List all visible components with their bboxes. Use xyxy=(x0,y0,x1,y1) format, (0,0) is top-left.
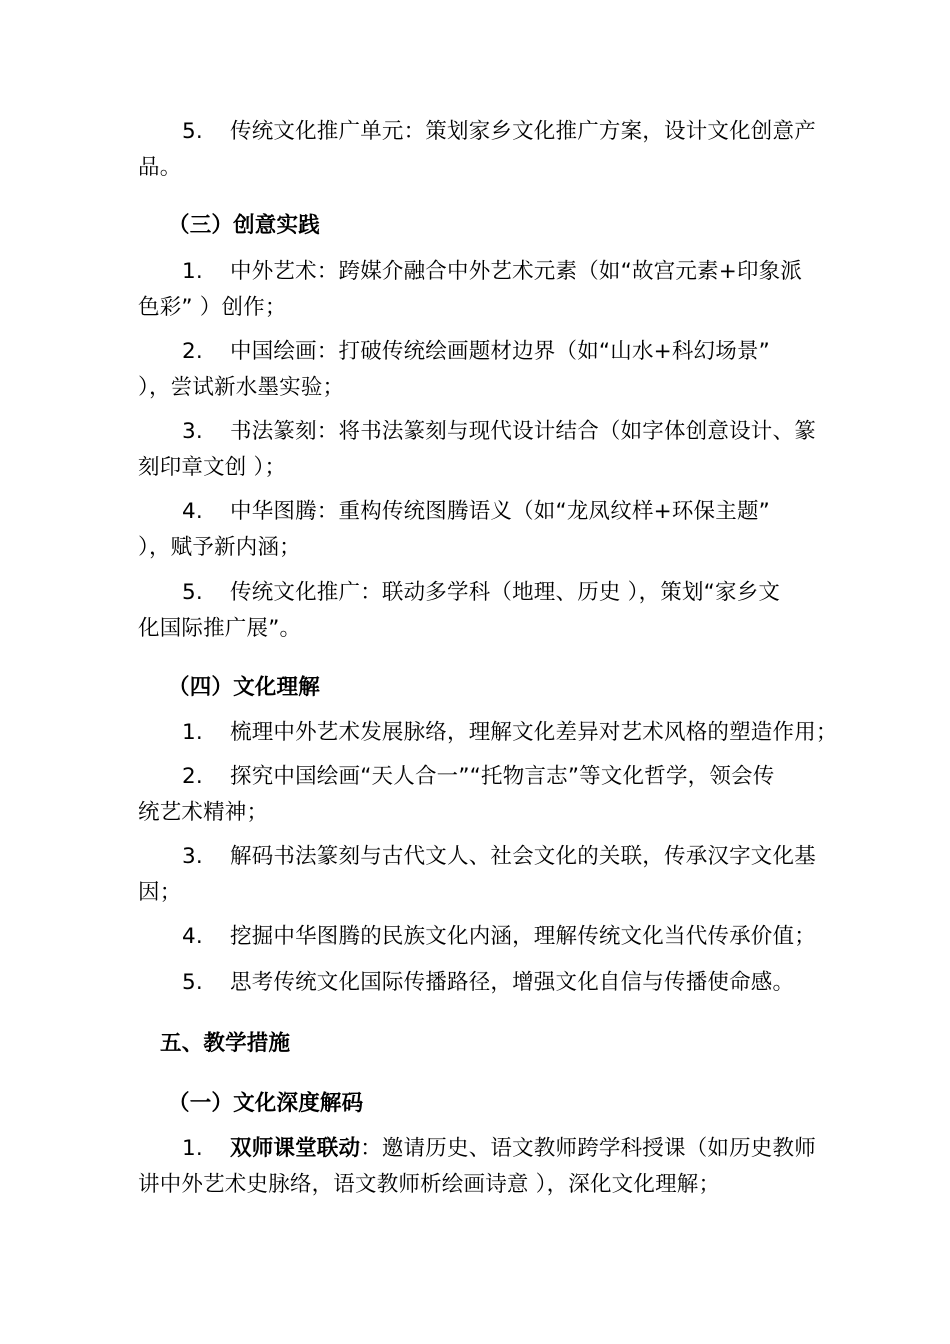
item-number: 3. xyxy=(182,844,203,869)
item-text: 中外艺术：跨媒介融合中外艺术元素（如“故宫元素+印象派 xyxy=(230,259,803,284)
item-number: 4. xyxy=(182,499,203,524)
item-text: 传统文化推广单元：策划家乡文化推广方案，设计文化创意产 xyxy=(230,119,816,144)
item-number: 1. xyxy=(182,720,203,745)
list-item-line xyxy=(182,575,780,611)
list-item-line xyxy=(182,254,802,290)
item-number: 5. xyxy=(182,970,203,995)
section-heading-5-1: （一）文化深度解码 xyxy=(168,1091,364,1116)
item-number: 1. xyxy=(182,259,203,284)
item-number: 5. xyxy=(182,119,203,144)
section-heading-3: （三）创意实践 xyxy=(168,213,320,238)
section-heading-4: （四）文化理解 xyxy=(168,675,320,700)
item-text: 梳理中外艺术发展脉络，理解文化差异对艺术风格的塑造作用； xyxy=(230,720,838,745)
item-number: 5. xyxy=(182,580,203,605)
item-number: 1. xyxy=(182,1136,203,1161)
item-text: ：邀请历史、语文教师跨学科授课（如历史教师 xyxy=(360,1136,816,1161)
item-text: 传统文化推广：联动多学科（地理、历史 ），策划“家乡文 xyxy=(230,580,781,605)
list-item-line: 刻印章文创 ）； xyxy=(138,455,287,480)
list-item-line xyxy=(182,759,774,795)
paragraph-line xyxy=(182,114,816,150)
item-number: 3. xyxy=(182,419,203,444)
list-item-line xyxy=(182,1131,816,1167)
paragraph-line: 品。 xyxy=(138,155,182,180)
list-item-line: 因； xyxy=(138,880,182,905)
list-item-line: 化国际推广展”。 xyxy=(138,616,302,641)
list-item-line: ），赋予新内涵； xyxy=(138,535,301,560)
list-item-line xyxy=(182,919,816,955)
list-item-line xyxy=(182,334,770,370)
item-text: 挖掘中华图腾的民族文化内涵，理解传统文化当代传承价值； xyxy=(230,924,816,949)
list-item-line: 讲中外艺术史脉络，语文教师析绘画诗意 ），深化文化理解； xyxy=(138,1172,721,1197)
chapter-heading-5: 五、教学措施 xyxy=(160,1031,291,1056)
item-text: 书法篆刻：将书法篆刻与现代设计结合（如字体创意设计、篆 xyxy=(230,419,816,444)
list-item-line: ），尝试新水墨实验； xyxy=(138,375,345,400)
item-bold-term: 双师课堂联动 xyxy=(230,1136,361,1161)
item-number: 4. xyxy=(182,924,203,949)
list-item-line xyxy=(182,494,770,530)
item-text: 思考传统文化国际传播路径，增强文化自信与传播使命感。 xyxy=(230,970,795,995)
list-item-line xyxy=(182,965,794,1001)
list-item-line xyxy=(182,715,838,751)
item-number: 2. xyxy=(182,764,203,789)
item-text: 中国绘画：打破传统绘画题材边界（如“山水+科幻场景” xyxy=(230,339,770,364)
list-item-line: 统艺术精神； xyxy=(138,800,269,825)
item-text: 中华图腾：重构传统图腾语义（如“龙凤纹样+环保主题” xyxy=(230,499,770,524)
list-item-line: 色彩” ）创作； xyxy=(138,295,287,320)
item-text: 探究中国绘画“天人合一”“托物言志”等文化哲学，领会传 xyxy=(230,764,775,789)
list-item-line xyxy=(182,414,816,450)
list-item-line xyxy=(182,839,816,875)
item-text: 解码书法篆刻与古代文人、社会文化的关联，传承汉字文化基 xyxy=(230,844,816,869)
item-number: 2. xyxy=(182,339,203,364)
